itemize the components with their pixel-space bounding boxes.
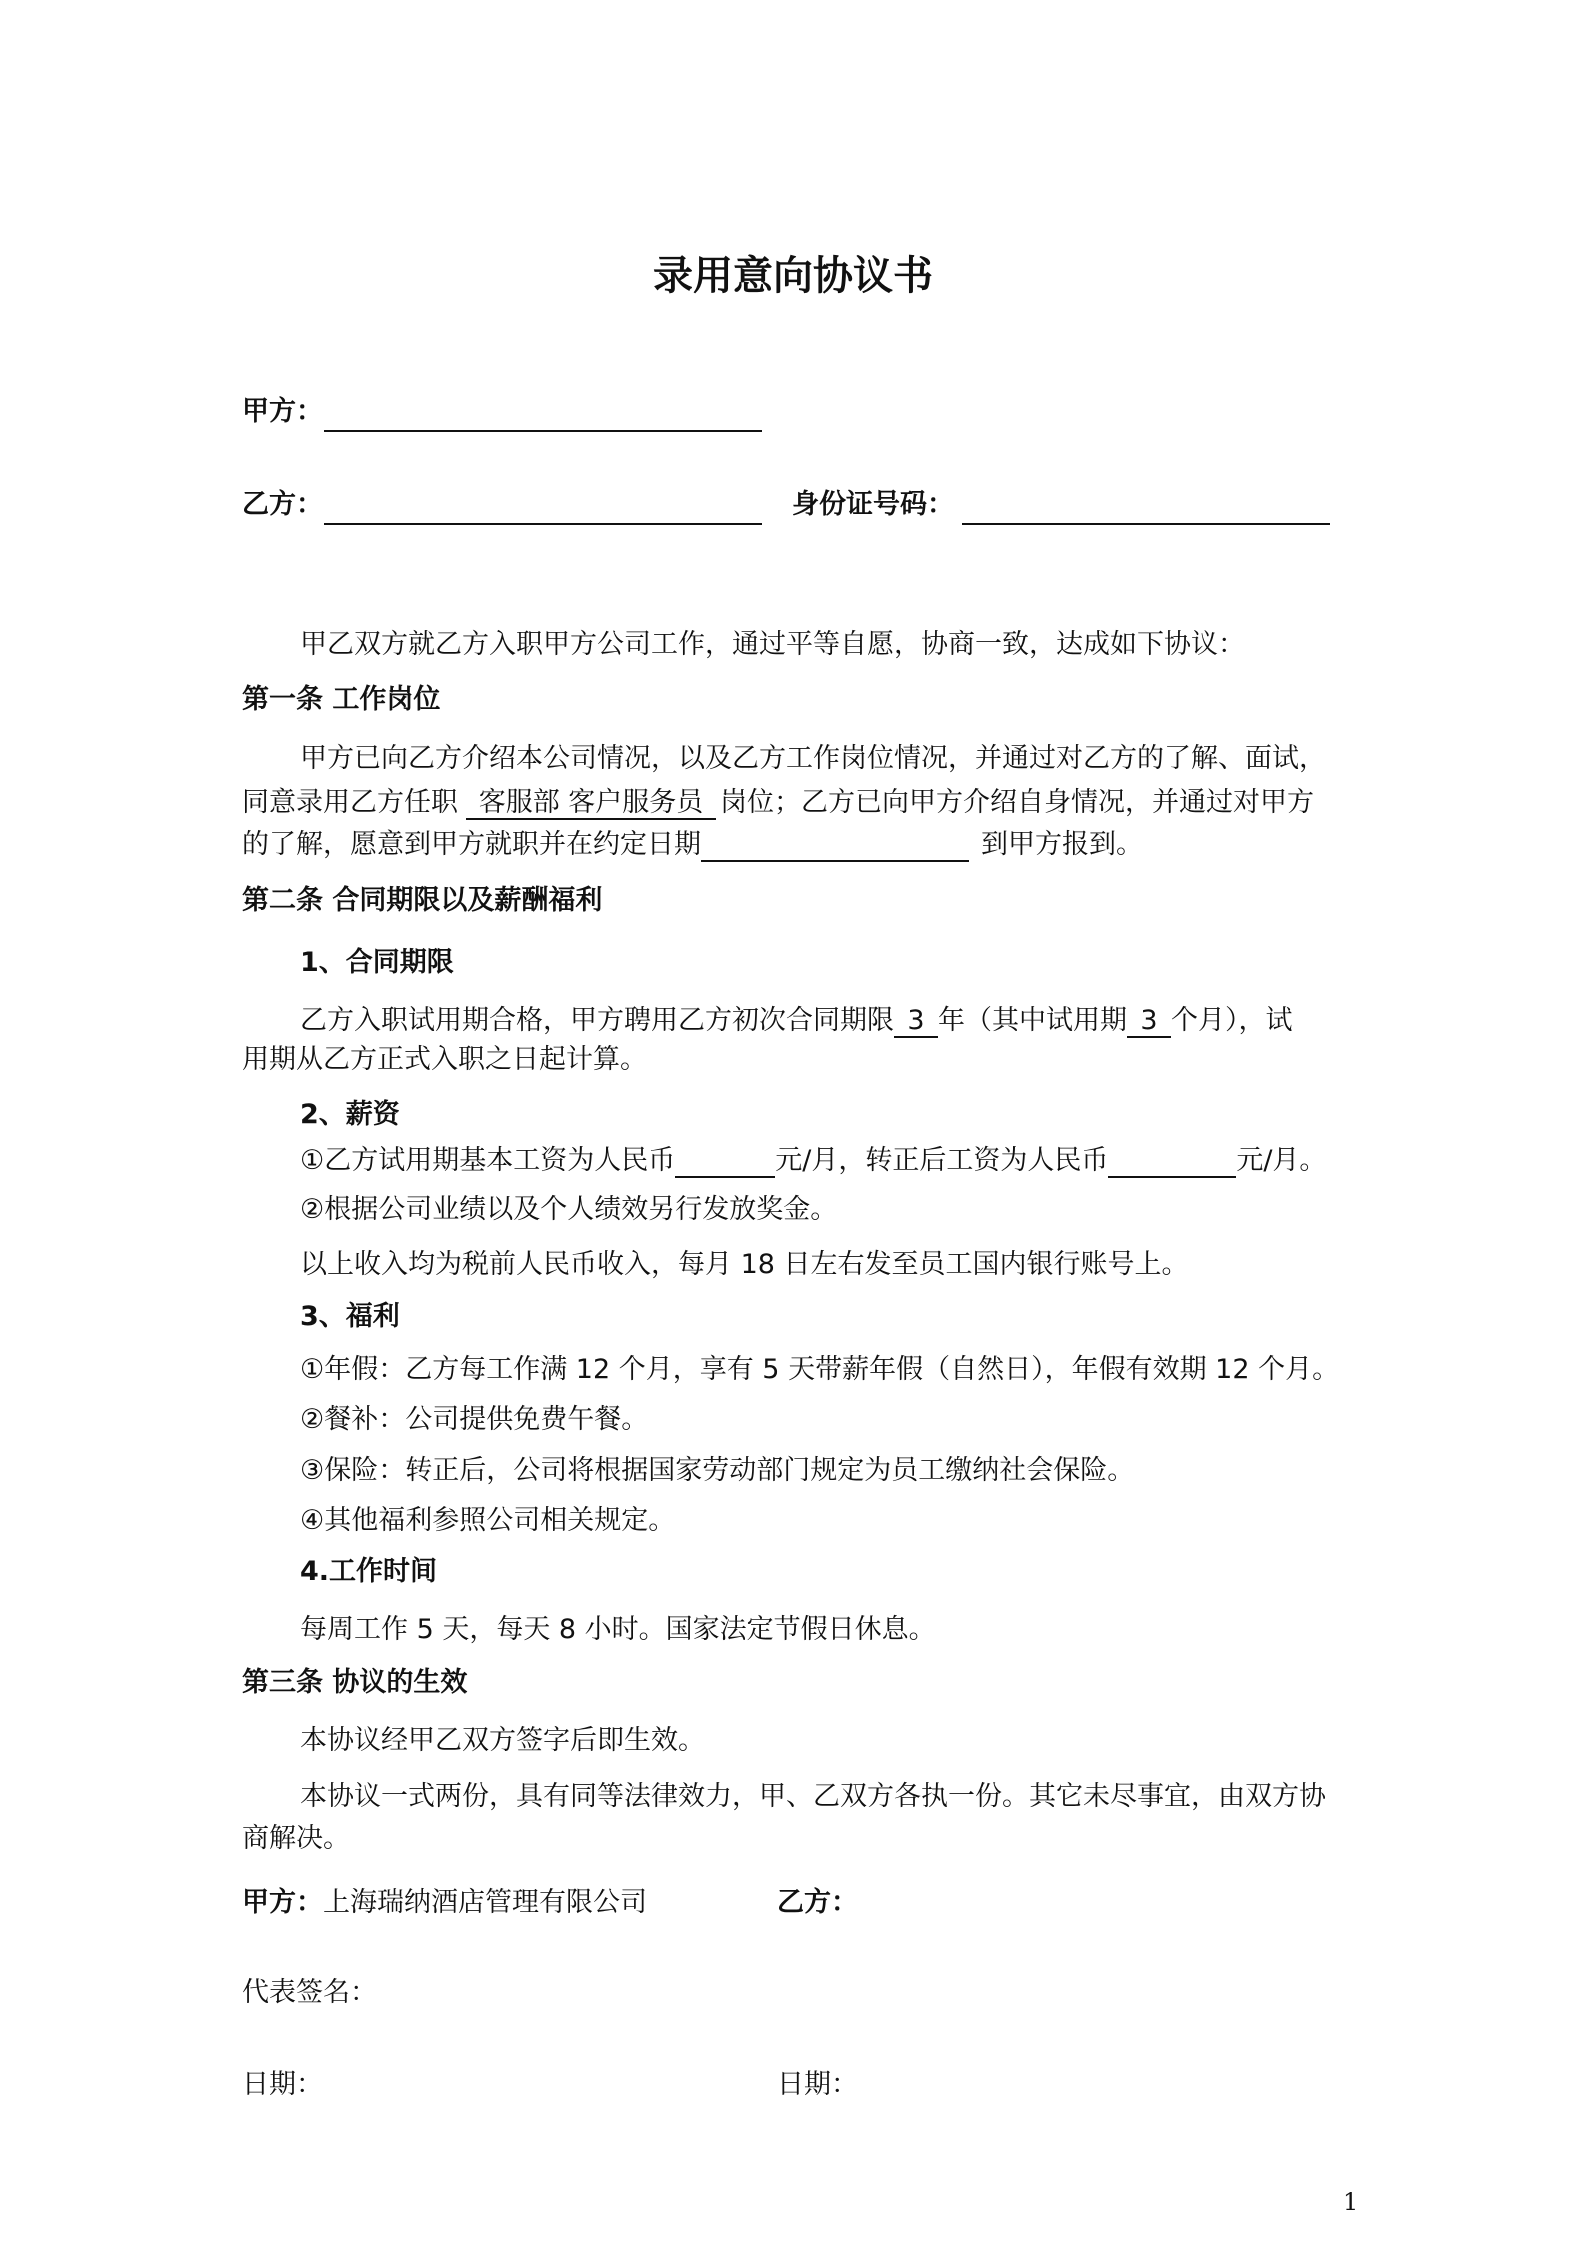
term-mid: 年（其中试用期 [938,1005,1127,1036]
article1-line3-post: 到甲方报到。 [981,829,1143,860]
date-label-party-b: 日期： [777,2069,858,2100]
date-label-party-a: 日期： [242,2069,323,2100]
term-pre: 乙方入职试用期合格，甲方聘用乙方初次合同期限 [300,1005,894,1036]
position-value: 客服部 客户服务员 [466,788,716,820]
signature-party-a-name: 上海瑞纳酒店管理有限公司 [323,1887,647,1918]
party-a-blank [324,430,762,432]
article1-line2-post: 岗位；乙方已向甲方介绍自身情况，并通过对甲方 [720,787,1314,818]
article1-heading: 第一条 工作岗位 [242,684,441,715]
term-line2: 用期从乙方正式入职之日起计算。 [242,1044,647,1075]
article2-sub2: 2、薪资 [300,1099,400,1130]
article2-sub3: 3、福利 [300,1301,400,1332]
id-number-label: 身份证号码： [792,489,954,520]
probation-months: 3 [1127,1006,1171,1038]
term-line1 [300,1003,1293,1039]
welfare-line1: ①年假：乙方每工作满 12 个月，享有 5 天带薪年假（自然日），年假有效期 12 个月。 [300,1354,1340,1385]
article2-sub1: 1、合同期限 [300,947,454,978]
article1-line2 [242,785,1314,821]
salary-line3: 以上收入均为税前人民币收入，每月 18 日左右发至员工国内银行账号上。 [300,1249,1189,1280]
article1-line1: 甲方已向乙方介绍本公司情况，以及乙方工作岗位情况，并通过对乙方的了解、面试， [300,743,1326,774]
salary-line1 [300,1143,1326,1179]
article1-line3-pre: 的了解，愿意到甲方就职并在约定日期 [242,829,701,860]
signature-party-b-label: 乙方： [777,1887,858,1918]
intro-text: 甲乙双方就乙方入职甲方公司工作，通过平等自愿，协商一致，达成如下协议： [300,629,1245,660]
article2-sub4: 4.工作时间 [300,1556,438,1587]
article3-line3: 商解决。 [242,1823,350,1854]
signature-party-a [242,1885,647,1921]
regular-salary-blank [1108,1146,1236,1178]
welfare-line4: ④其他福利参照公司相关规定。 [300,1505,676,1536]
salary1-post: 元/月。 [1236,1145,1327,1176]
document-title: 录用意向协议书 [653,253,933,299]
page-number: 1 [1343,2188,1359,2216]
signature-party-a-label: 甲方： [242,1887,323,1918]
article2-heading: 第二条 合同期限以及薪酬福利 [242,885,603,916]
salary1-mid: 元/月，转正后工资为人民币 [775,1145,1109,1176]
representative-signature-label: 代表签名： [242,1977,377,2008]
term-years: 3 [894,1006,938,1038]
party-a-label: 甲方： [242,396,323,427]
term-post: 个月），试 [1171,1005,1293,1036]
article3-heading: 第三条 协议的生效 [242,1667,468,1698]
id-number-blank [962,523,1330,525]
party-b-blank [324,523,762,525]
welfare-line2: ②餐补：公司提供免费午餐。 [300,1404,649,1435]
article1-line3 [242,827,1143,863]
article1-line2-pre: 同意录用乙方任职 [242,787,458,818]
probation-salary-blank [675,1146,775,1178]
article3-line1: 本协议经甲乙双方签字后即生效。 [300,1725,705,1756]
party-b-label: 乙方： [242,489,323,520]
article3-line2: 本协议一式两份，具有同等法律效力，甲、乙双方各执一份。其它未尽事宜，由双方协 [300,1781,1326,1812]
salary-line2: ②根据公司业绩以及个人绩效另行发放奖金。 [300,1194,838,1225]
welfare-line3: ③保险：转正后，公司将根据国家劳动部门规定为员工缴纳社会保险。 [300,1455,1135,1486]
report-date-blank [701,830,969,862]
salary1-pre: ①乙方试用期基本工资为人民币 [300,1145,676,1176]
working-hours: 每周工作 5 天，每天 8 小时。国家法定节假日休息。 [300,1614,936,1645]
